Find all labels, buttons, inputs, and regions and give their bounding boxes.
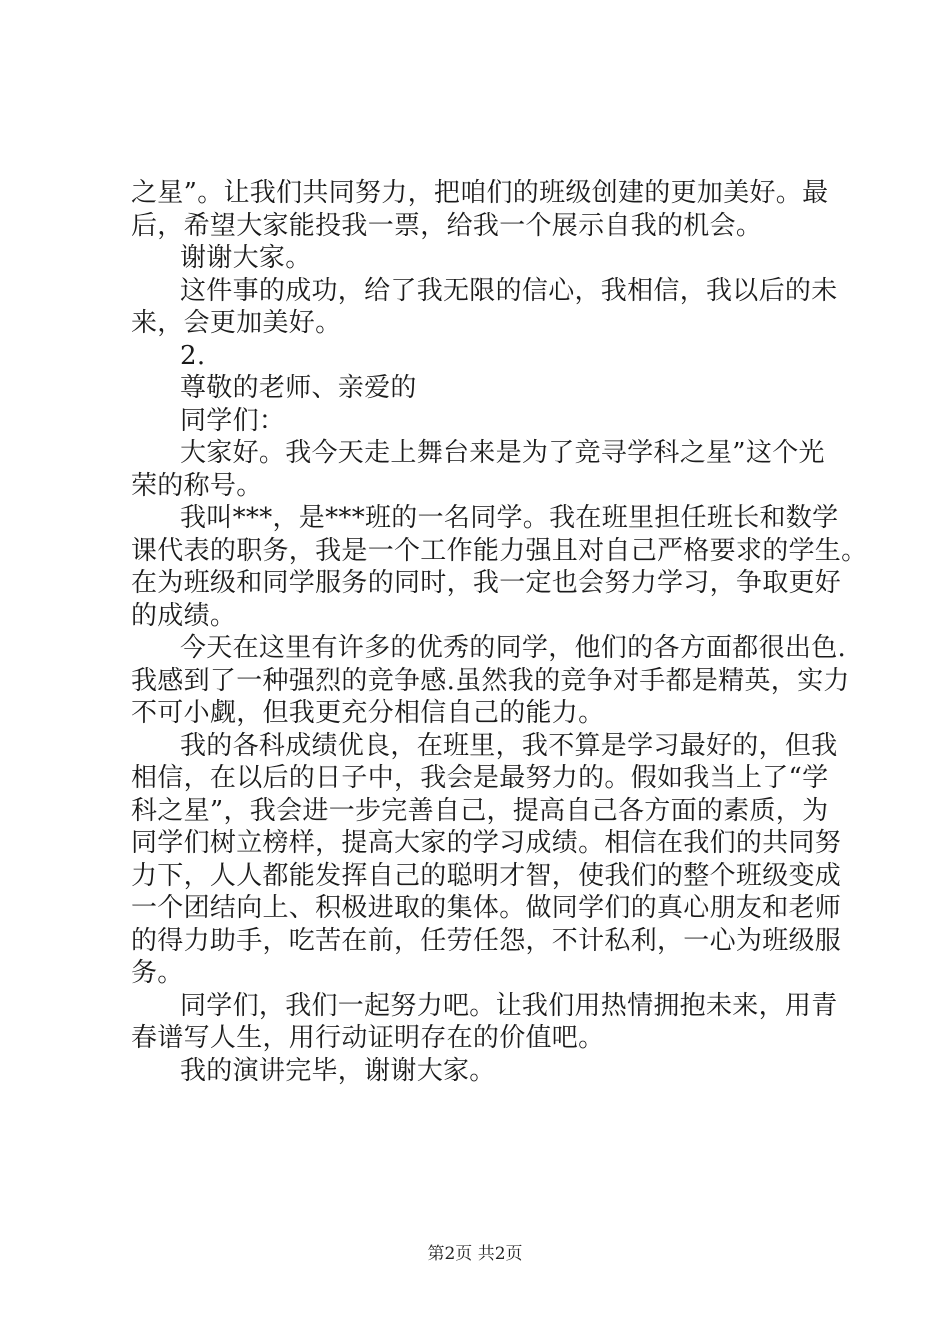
document-body: [131, 177, 868, 1087]
text-line: 务。: [131, 958, 184, 988]
text-line: 这件事的成功，给了我无限的信心，我相信，我以后的未: [180, 275, 838, 306]
text-line: 春谱写人生，用行动证明存在的价值吧。: [131, 1023, 605, 1053]
text-line: 大家好。我今天走上舞台来是为了竞寻学科之星”这个光: [180, 438, 825, 468]
text-line: 相信，在以后的日子中，我会是最努力的。假如我当上了“学: [131, 763, 829, 793]
text-line: 我叫***，是***班的一名同学。我在班里担任班长和数学: [180, 503, 839, 533]
text-line: 我的各科成绩优良，在班里，我不算是学习最好的，但我: [180, 730, 838, 761]
text-line: 力下，人人都能发挥自己的聪明才智，使我们的整个班级变成: [131, 860, 842, 891]
text-line: 我的演讲完毕，谢谢大家。: [180, 1055, 496, 1086]
text-line: 在为班级和同学服务的同时，我一定也会努力学习，争取更好: [131, 568, 842, 598]
text-line: 课代表的职务，我是一个工作能力强且对自己严格要求的学生。: [131, 535, 868, 566]
text-line: 今天在这里有许多的优秀的同学，他们的各方面都很出色.: [180, 633, 847, 663]
text-line: 尊敬的老师、亲爱的: [180, 373, 417, 403]
text-line: 科之星”，我会进一步完善自己，提高自己各方面的素质，为: [131, 795, 829, 826]
text-line: 我感到了一种强烈的竞争感.虽然我的竞争对手都是精英，实力: [131, 665, 850, 696]
text-line: 后，希望大家能投我一票，给我一个展示自我的机会。: [131, 210, 763, 241]
text-line: 的得力助手，吃苦在前，任劳任怨，不计私利，一心为班级服: [131, 925, 842, 956]
text-line: 荣的称号。: [131, 470, 263, 501]
text-line: 之星”。让我们共同努力，把咱们的班级创建的更加美好。最: [131, 178, 829, 208]
text-line: 同学们：: [180, 405, 286, 436]
text-line: 谢谢大家。: [180, 243, 312, 273]
page-footer: 第2页 共2页: [427, 1244, 523, 1264]
text-line: 的成绩。: [131, 600, 237, 631]
text-line: 2.: [180, 340, 206, 371]
text-line: 同学们树立榜样，提高大家的学习成绩。相信在我们的共同努: [131, 828, 842, 858]
text-line: 同学们，我们一起努力吧。让我们用热情拥抱未来，用青: [180, 990, 838, 1021]
text-line: 来，会更加美好。: [131, 308, 342, 338]
text-line: 一个团结向上、积极进取的集体。做同学们的真心朋友和老师: [131, 893, 842, 923]
text-line: 不可小觑，但我更充分相信自己的能力。: [131, 698, 605, 728]
